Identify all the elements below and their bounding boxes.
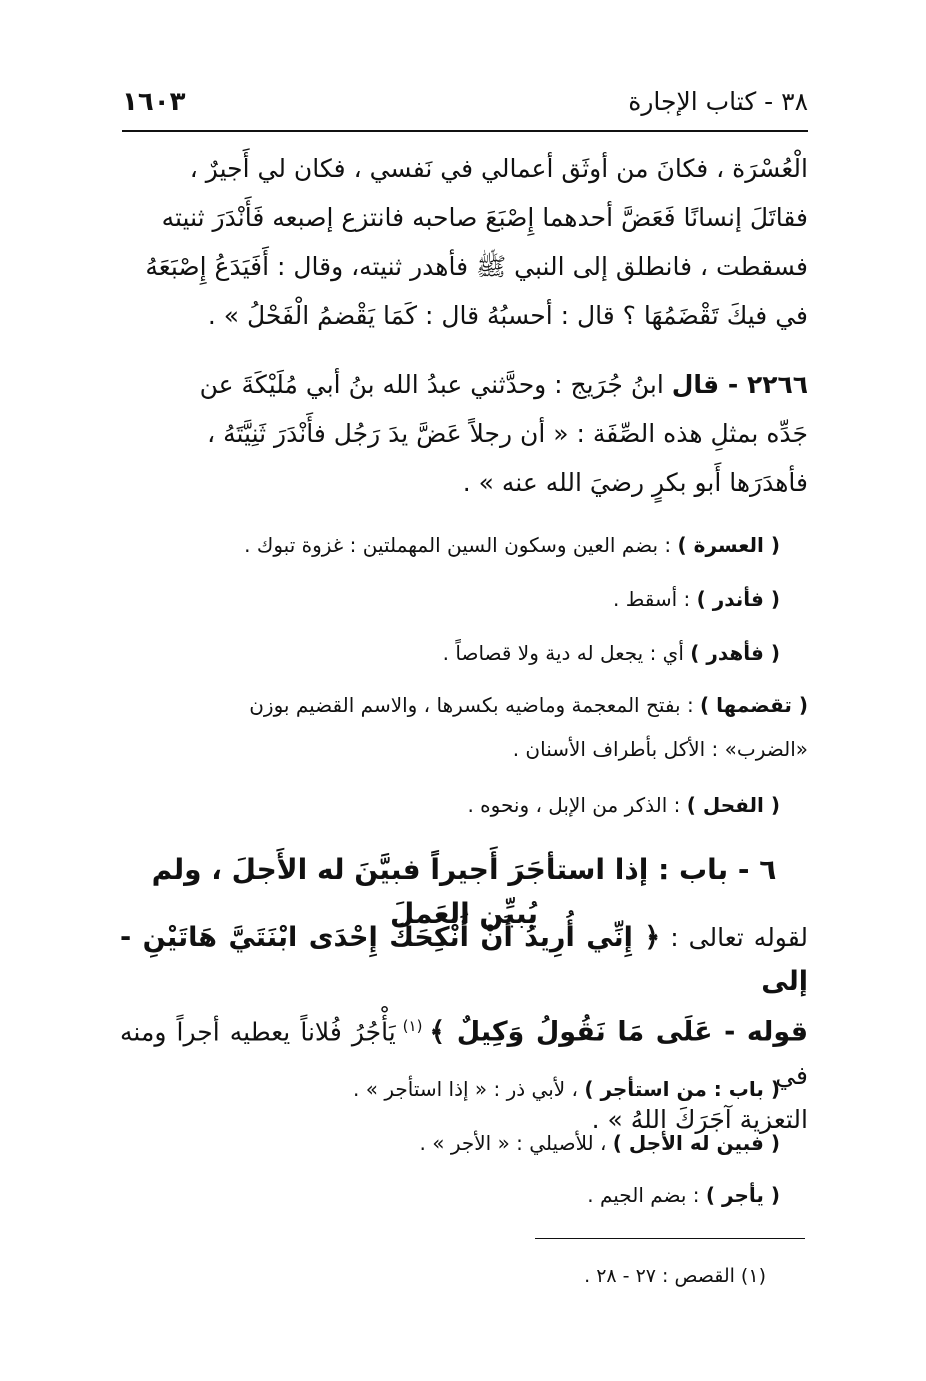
gloss-term: ( باب : من استأجر ) — [584, 1077, 780, 1101]
page-number: ١٦٠٣ — [122, 87, 186, 117]
header-rule — [122, 130, 808, 132]
gloss-text: : بضم العين وسكون السين المهملتين : غزوة تبوك . — [244, 533, 678, 557]
gloss-note — [120, 584, 808, 614]
ayah-text: قوله - عَلَى مَا نَقُولُ وَكِيلٌ ﴾ — [429, 1016, 809, 1048]
page-header — [122, 82, 808, 122]
gloss-term: ( تقضمها ) — [700, 693, 808, 717]
gloss-text: : بفتح المعجمة وماضيه بكسرها ، والاسم القضيم بوزن — [249, 693, 701, 717]
footnote-ref[interactable]: (١) — [395, 1017, 430, 1035]
ayah-text: ﴿ إِنِّي أُرِيدُ أَنْ أُنْكِحَكَ إِحْدَى ابْنَتَيَّ هَاتَيْنِ - إلى — [120, 922, 808, 997]
gloss-note — [120, 1180, 808, 1210]
chapter-heading: ٦ - باب : إذا استأجَرَ أَجيراً فبيَّنَ له الأَجلَ ، ولم يُبيِّن العَملَ — [151, 853, 777, 930]
gloss-term: ( فأهدر ) — [690, 641, 780, 665]
text-line — [120, 360, 808, 409]
text-line: الْعُسْرَة ، فكانَ من أوثَق أعمالي في نَفسي ، فكان لي أَجيرٌ ، — [189, 154, 808, 183]
gloss-note — [120, 1128, 808, 1158]
text-line: جَدِّه بمثلِ هذه الصِّفَة : « أن رجلاً عَضَّ يدَ رَجُل فأَنْدَرَ ثَنِيَّتَهُ ، — [207, 419, 808, 448]
gloss-term: ( العسرة ) — [677, 533, 780, 557]
quote-intro: لقوله تعالى : — [660, 923, 808, 952]
chapter-title: ٣٨ - كتاب الإجارة — [628, 87, 808, 116]
gloss-text: : الذكر من الإبل ، ونحوه . — [467, 793, 687, 817]
footnote: (١) القصص : ٢٧ - ٢٨ . — [584, 1265, 766, 1287]
text-line: فأهدَرَها أَبو بكرٍ رضيَ الله عنه » . — [462, 468, 808, 497]
text-line: التعزية آجَرَكَ اللهُ » . — [591, 1105, 808, 1135]
gloss-note — [120, 638, 808, 668]
hadith-number: ٢٢٦٦ - قال — [671, 370, 808, 399]
text-line: فسقطت ، فانطلق إلى النبي ﷺ فأهدر ثنيته، وقال : أَفَيَدَعُ إِصْبَعَهُ — [145, 252, 808, 281]
gloss-text: : أسقط . — [613, 587, 697, 611]
gloss-note — [120, 1074, 808, 1104]
footnote-rule — [535, 1238, 805, 1239]
gloss-note-continued: «الضرب» : الأكل بأطراف الأسنان . — [512, 737, 808, 761]
gloss-note — [120, 790, 808, 820]
hadith-2266 — [120, 360, 808, 507]
gloss-term: ( فبين له الأجل ) — [612, 1131, 780, 1155]
hadith-continuation — [120, 144, 808, 340]
gloss-text: ، لأبي ذر : « إذا استأجر » . — [353, 1077, 585, 1101]
text-line — [120, 916, 808, 1004]
gloss-term: ( فأندر ) — [696, 587, 780, 611]
hadith-text: ابنُ جُرَيج : وحدَّثني عبدُ الله بنُ أبي مُلَيْكَةَ عن — [199, 370, 664, 399]
gloss-text: : بضم الجيم . — [587, 1183, 706, 1207]
gloss-text: أي : يجعل له دية ولا قصاصاً . — [442, 641, 691, 665]
gloss-text: ، للأصيلي : « الأجر » . — [419, 1131, 613, 1155]
text-line: فقاتَلَ إنسانًا فَعَضَّ أحدهما إِصْبَعَ صاحبه فانتزع إصبعه فَأَنْدَرَ ثنيته — [161, 203, 808, 232]
gloss-term: ( يأجر ) — [705, 1183, 780, 1207]
gloss-term: ( الفحل ) — [686, 793, 780, 817]
gloss-note — [120, 690, 808, 720]
quote-text: يَأْجُرُ فُلاناً يعطيه أجراً ومنه في — [120, 1017, 808, 1091]
text-line: في فيكَ تَقْضَمُهَا ؟ قال : أحسبُهُ قال : كَمَا يَقْضمُ الْفَحْلُ » . — [207, 301, 808, 330]
gloss-note — [120, 530, 808, 560]
quran-quote — [120, 916, 808, 1142]
